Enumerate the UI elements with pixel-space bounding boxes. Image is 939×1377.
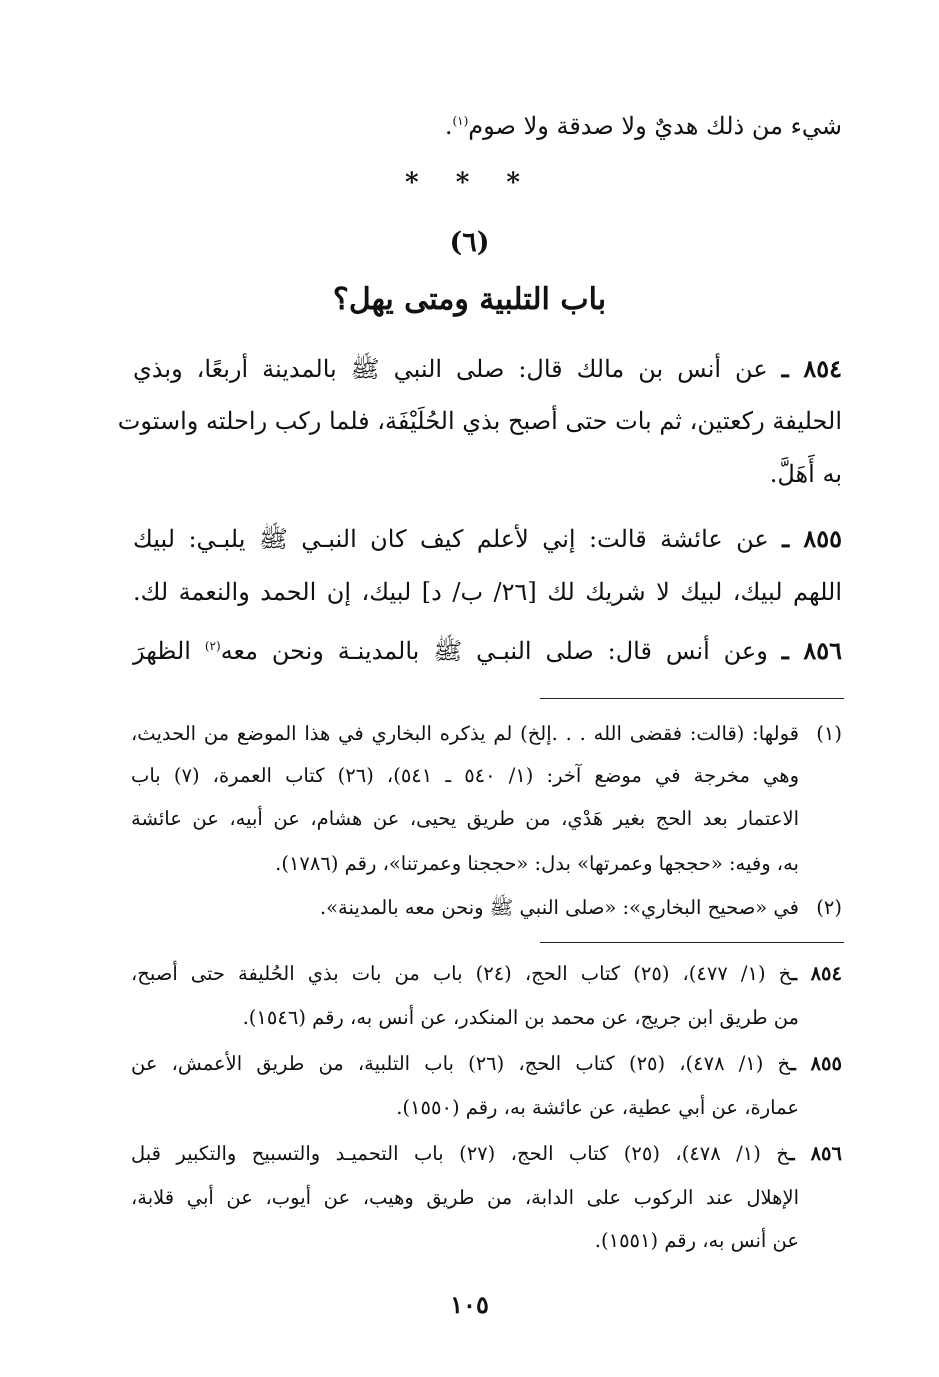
page-number: ١٠٥	[450, 1290, 489, 1319]
takhrij-855-number: ٨٥٥ ـ	[790, 1052, 842, 1075]
hadith-855-text-1: عن عائشة قالت: إني لأعلم كيف كان النبـي ﷺ يلبـي: لبيك	[133, 525, 769, 553]
hadith-856-number: ٨٥٦ ـ	[781, 636, 842, 665]
takhrij-854-line-1	[131, 960, 842, 988]
hadith-854-number: ٨٥٤ ـ	[781, 354, 842, 383]
takhrij-856-number: ٨٥٦ ـ	[788, 1142, 842, 1165]
hadith-856-line-1	[133, 635, 842, 667]
takhrij-854-line-2: من طريق ابن جريج، عن محمد بن المنكدر، عن أنس به، رقم (١٥٤٦).	[242, 1006, 799, 1029]
takhrij-854-text-1: خ (١/ ٤٧٧)، (٢٥) كتاب الحج، (٢٤) باب من بات بذي الحُليفة حتى أصبح،	[131, 962, 792, 985]
hadith-854-text-1: عن أنس بن مالك قال: صلى النبي ﷺ بالمدينة أربعًا، وبذي	[133, 355, 768, 383]
continuation-text: شيء من ذلك هديٌ ولا صدقة ولا صوم	[468, 112, 842, 140]
hadith-855-line-2: اللهم لبيك، لبيك لا شريك لك [٢٦/ ب/ د] لبيك، إن الحمد والنعمة لك.	[133, 578, 843, 606]
takhrij-855-line-1	[131, 1050, 842, 1078]
footnote-1-line-4: به، وفيه: «حججها وعمرتها» بدل: «حججنا وعمرتنا»، رقم (١٧٨٦).	[275, 852, 799, 875]
hadith-854-line-2: الحليفة ركعتين، ثم بات حتى أصبح بذي الحُلَيْفَة، فلما ركب راحلته واستوت	[117, 407, 842, 435]
takhrij-856-line-2: الإهلال عند الركوب على الدابة، من طريق وهيب، عن أيوب، عن أبي قلابة،	[131, 1186, 799, 1209]
hadith-856-text: وعن أنس قال: صلى النبـي ﷺ بالمدينـة ونحن معه	[220, 637, 768, 665]
footnote-1-line-2: وهي مخرجة في موضع آخر: (١/ ٥٤٠ ـ ٥٤١)، (٢٦) كتاب العمرة، (٧) باب	[131, 764, 799, 787]
continuation-line	[133, 110, 842, 142]
takhrij-856-text-1: خ (١/ ٤٧٨)، (٢٥) كتاب الحج، (٢٧) باب التحميـد والتسبيح والتكبير قبل	[131, 1142, 789, 1165]
footnote-ref-1: (١)	[452, 114, 469, 128]
footnote-2-text: في «صحيح البخاري»: «صلى النبي ﷺ ونحن معه بالمدينة».	[319, 896, 799, 919]
takhrij-855-line-2: عمارة، عن أبي عطية، عن عائشة به، رقم (١٥٥٠).	[396, 1096, 799, 1119]
footnote-1-line-3: الاعتمار بعد الحج بغير هَدْي، من طريق يحيى، عن هشام، عن أبيه، عن عائشة	[131, 807, 799, 830]
footnote-2-marker: (٢)	[816, 896, 842, 919]
takhrij-856-line-1	[131, 1140, 842, 1168]
hadith-856-text-end: الظهرَ	[133, 637, 191, 665]
takhrij-855-text-1: خ (١/ ٤٧٨)، (٢٥) كتاب الحج، (٢٦) باب التلبية، من طريق الأعمش، عن	[131, 1052, 791, 1075]
chapter-number: (٦)	[449, 227, 490, 258]
takhrij-854-number: ٨٥٤ ـ	[791, 962, 842, 985]
continuation-end: .	[444, 112, 453, 140]
takhrij-divider	[540, 942, 844, 943]
footnote-divider	[540, 698, 844, 699]
chapter-title: باب التلبية ومتى يهل؟	[332, 282, 607, 317]
footnote-ref-2: (٢)	[204, 639, 221, 653]
footnote-1-marker: (١)	[816, 722, 842, 745]
takhrij-856-line-3: عن أنس به، رقم (١٥٥١).	[594, 1229, 799, 1252]
hadith-855-line-1	[133, 523, 842, 555]
footnote-1-line-1: قولها: (قالت: فقضى الله . . .إلخ) لم يذكره البخاري في هذا الموضع من الحديث،	[131, 722, 799, 745]
hadith-854-line-1	[133, 353, 842, 385]
section-separator: * * *	[405, 168, 534, 198]
hadith-855-number: ٨٥٥ ـ	[782, 524, 842, 553]
hadith-854-line-3: به أَهَلَّ.	[769, 460, 842, 488]
